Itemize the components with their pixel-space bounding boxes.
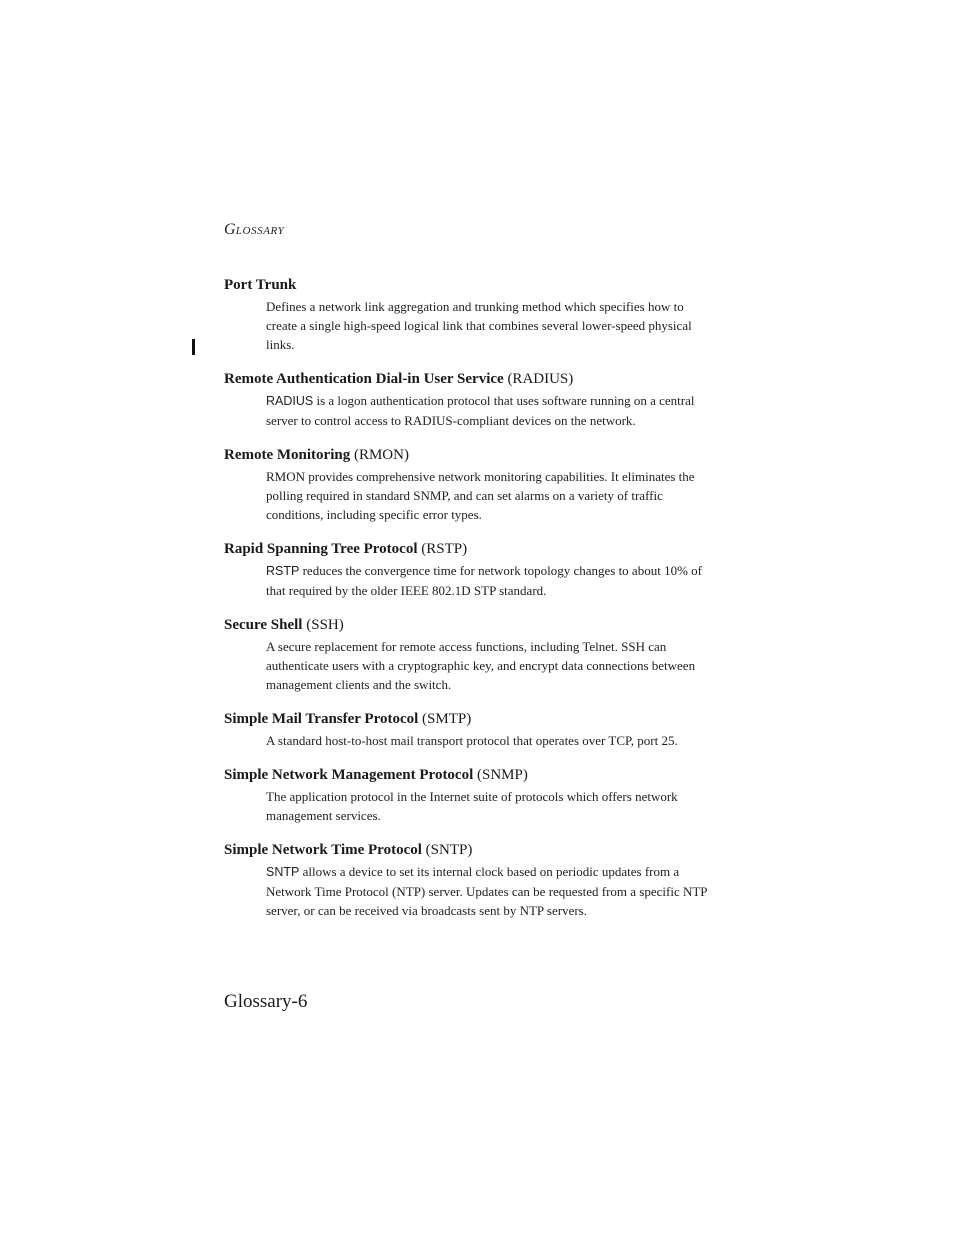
term-name: Simple Network Management Protocol [224,767,474,783]
glossary-entry [224,370,724,430]
definition-lead: SNTP [266,865,300,879]
glossary-entry [224,841,724,920]
term-name: Remote Monitoring [224,447,351,463]
definition-text: Defines a network link aggregation and trunking method which specifies how to create a single high-speed logical link that combines several lower-speed physical links. [266,299,692,352]
term-name: Remote Authentication Dial-in User Service [224,371,504,387]
term-abbreviation: (RADIUS) [507,371,574,387]
glossary-entry [224,766,724,825]
glossary-term [224,841,724,859]
term-definition [266,731,716,750]
glossary-entry [224,540,724,600]
definition-text: RMON provides comprehensive network monitoring capabilities. It eliminates the polling required in standard SNMP, and can set alarms on a variety of traffic conditions, including specific error types. [266,469,695,522]
glossary-entry [224,276,724,354]
glossary-term [224,276,724,294]
term-definition [266,561,716,600]
term-name: Port Trunk [224,277,297,293]
glossary-term [224,370,724,388]
running-head-initial: G [224,221,236,238]
term-name: Rapid Spanning Tree Protocol [224,541,418,557]
term-abbreviation: (SSH) [306,617,344,633]
term-definition [266,297,716,354]
term-definition [266,391,716,430]
definition-text: reduces the convergence time for network topology changes to about 10% of that required by the older IEEE 802.1D STP standard. [266,563,702,598]
glossary-entry [224,710,724,750]
running-head-rest: LOSSARY [235,225,285,237]
term-abbreviation: (RSTP) [421,541,468,557]
glossary-entry [224,616,724,694]
term-name: Secure Shell [224,617,303,633]
term-definition [266,467,716,524]
glossary-term [224,540,724,558]
term-definition [266,862,716,920]
term-name: Simple Network Time Protocol [224,842,422,858]
definition-text: The application protocol in the Internet suite of protocols which offers network management services. [266,789,678,823]
page-number: Glossary-6 [224,991,308,1012]
change-bar [192,339,195,355]
glossary-term [224,616,724,634]
glossary-term [224,446,724,464]
term-name: Simple Mail Transfer Protocol [224,711,419,727]
definition-text: A standard host-to-host mail transport protocol that operates over TCP, port 25. [266,733,678,748]
glossary-term [224,766,724,784]
definition-text: A secure replacement for remote access functions, including Telnet. SSH can authenticate users with a cryptographic key, and encrypt data connections between management clients and the switch. [266,639,696,692]
glossary-entry [224,446,724,524]
term-abbreviation: (SMTP) [422,711,472,727]
term-definition [266,787,716,825]
definition-text: is a logon authentication protocol that uses software running on a central server to control access to RADIUS-compliant devices on the network. [266,393,695,428]
definition-lead: RSTP [266,564,300,578]
running-head [224,221,284,239]
glossary-list [224,276,724,936]
term-abbreviation: (RMON) [353,447,409,463]
definition-text: allows a device to set its internal clock based on periodic updates from a Network Time Protocol (NTP) server. Updates can be requested from a specific NTP server, or can be received via broadcasts sent by NTP servers. [266,864,708,918]
definition-lead: RADIUS [266,394,314,408]
term-abbreviation: (SNMP) [477,767,528,783]
term-abbreviation: (SNTP) [425,842,473,858]
glossary-term [224,710,724,728]
term-definition [266,637,716,694]
